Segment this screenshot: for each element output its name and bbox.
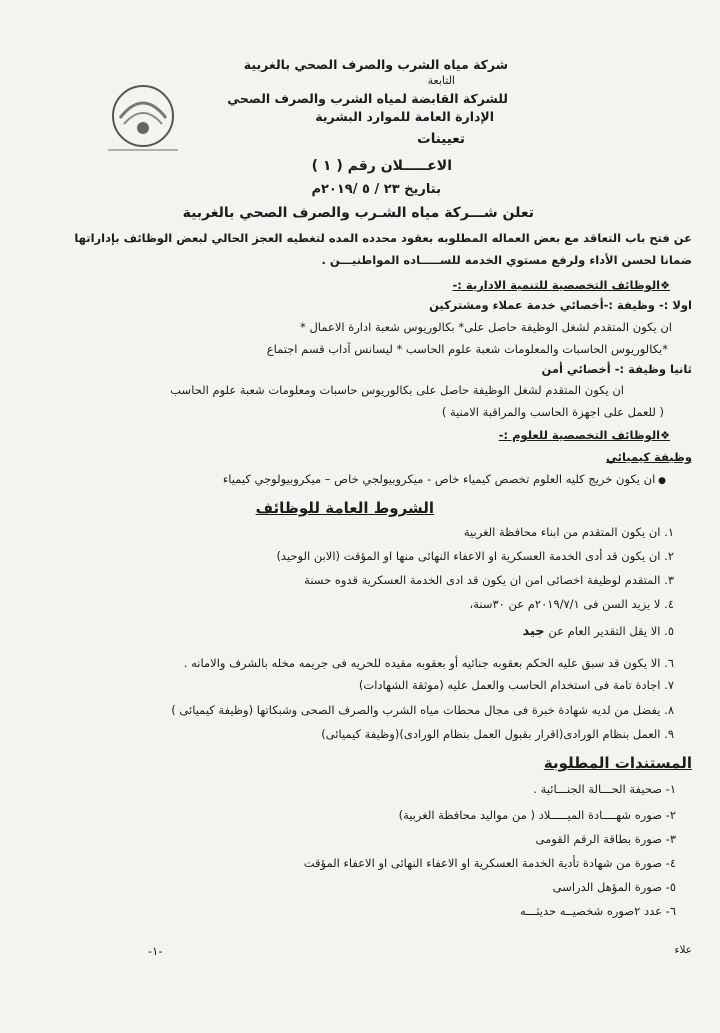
company-name: شركة مياه الشرب والصرف الصحي بالغربية xyxy=(243,57,508,72)
intro-line-1: عن فتح باب التعاقد مع بعض العماله المطلوبه بعقود محدده المده لتغطيه العجز الحالي لبعض الوظائف بإداراتها xyxy=(74,231,692,245)
condition-item: ٢. ان يكون قد أدى الخدمة العسكرية او الاعفاء النهائى منها او المؤقت (الابن الوحيد) xyxy=(276,549,674,563)
intro-line-2: ضمانا لحسن الأداء ولرفع مستوي الخدمه للســـــاده المواطنيـــن . xyxy=(321,253,692,267)
job-1-title: اولا :- وظيفة :-أخصائي خدمة عملاء ومشتركين xyxy=(429,298,692,312)
condition-item: ٣. المتقدم لوظيفة اخصائى امن ان يكون قد ادى الخدمة العسكرية قدوه حسنة xyxy=(304,573,674,587)
job-1-requirement-1: ان يكون المتقدم لشغل الوظيفة حاصل على* بكالوريوس شعبة ادارة الاعمال * xyxy=(300,320,672,334)
announcement-number: الاعـــــلان رقم ( ١ ) xyxy=(311,158,452,174)
appointments-title: تعيينات xyxy=(417,131,465,147)
document-item: ١- صحيفة الحـــالة الجنـــائية . xyxy=(533,782,676,796)
required-documents-title: المستندات المطلوبة xyxy=(543,754,692,772)
job-2-title: ثانيا وظيفة :- أخصائي أمن xyxy=(541,362,692,376)
chemist-job-title: وظيفة كيميائي xyxy=(606,450,692,464)
chemist-requirement: ● ان يكون خريج كليه العلوم تخصص كيمياء خاص - ميكروبيولجي خاص – ميكروبيولوجي كيمياء xyxy=(26,472,666,489)
hr-department: الإدارة العامة للموارد البشرية xyxy=(315,109,494,124)
condition-item: ٩. العمل بنظام الورادى(اقرار بقبول العمل بنظام الورادى)(وظيفة كيميائى) xyxy=(321,727,674,741)
job-1-requirement-2: *بكالوريوس الحاسبات والمعلومات شعبة علوم الحاسب * ليسانس آداب قسم اجتماع xyxy=(266,342,668,356)
condition-item: ١. ان يكون المتقدم من ابناء محافظة الغربية xyxy=(463,525,674,539)
general-conditions-title: الشروط العامة للوظائف xyxy=(255,499,434,517)
condition-item xyxy=(26,624,674,639)
affiliation-label: التابعة xyxy=(427,74,455,87)
science-jobs-heading: ❖ الوظائف التخصصية للعلوم :- xyxy=(26,428,670,443)
announcement-heading: تعلن شـــركة مياه الشـرب والصرف الصحي بالغربية xyxy=(182,205,534,221)
job-2-requirement-1: ان يكون المتقدم لشغل الوظيفة حاصل على بكالوريوس حاسبات ومعلومات شعبة علوم الحاسب xyxy=(170,383,624,397)
document-item: ٢- صوره شهــــادة الميـــــلاد ( من مواليد محافظة الغربية) xyxy=(398,808,676,822)
condition-item: ٧. اجادة تامة فى استخدام الحاسب والعمل عليه (موثقة الشهادات) xyxy=(358,678,674,692)
holding-company: للشركة القابضة لمياه الشرب والصرف الصحي xyxy=(227,91,508,106)
admin-jobs-heading: ❖ الوظائف التخصصية للتنمية الادارية :- xyxy=(26,278,670,293)
document-item: ٥- صورة المؤهل الدراسى xyxy=(552,880,676,894)
grade-value: جيد xyxy=(522,624,545,639)
signature-initials: علاء xyxy=(674,944,692,956)
condition-item: ٦. الا يكون قد سبق عليه الحكم بعقوبه جنائيه أو بعقوبه مقيده للحريه فى جريمه مخله بالشرف والامانه . xyxy=(183,656,674,670)
job-2-requirement-2: ( للعمل على اجهزة الحاسب والمراقبة الامنية ) xyxy=(441,405,664,419)
document-item: ٤- صورة من شهادة تأدية الخدمة العسكرية او الاعفاء النهائى او الاعفاء المؤقت xyxy=(303,856,676,870)
page-number: -١- xyxy=(148,944,163,958)
condition-item: ٤. لا يزيد السن فى ٢٠١٩/٧/١م عن ٣٠سنة، xyxy=(469,597,674,611)
document-item: ٦- عدد ٢صوره شخصيــه حديثـــه xyxy=(520,904,676,918)
announcement-date: بتاريخ ٢٣ / ٥ /٢٠١٩م xyxy=(311,182,441,197)
company-logo-icon xyxy=(100,78,186,156)
document-item: ٣- صورة بطاقة الرقم القومى xyxy=(535,832,676,846)
condition-item-text: ٥. الا يقل التقدير العام عن xyxy=(548,624,674,638)
condition-item: ٨. يفضل من لديه شهادة خبرة فى مجال محطات مياه الشرب والصرف الصحى وشبكاتها (وظيفة كيميائى ) xyxy=(171,703,674,717)
